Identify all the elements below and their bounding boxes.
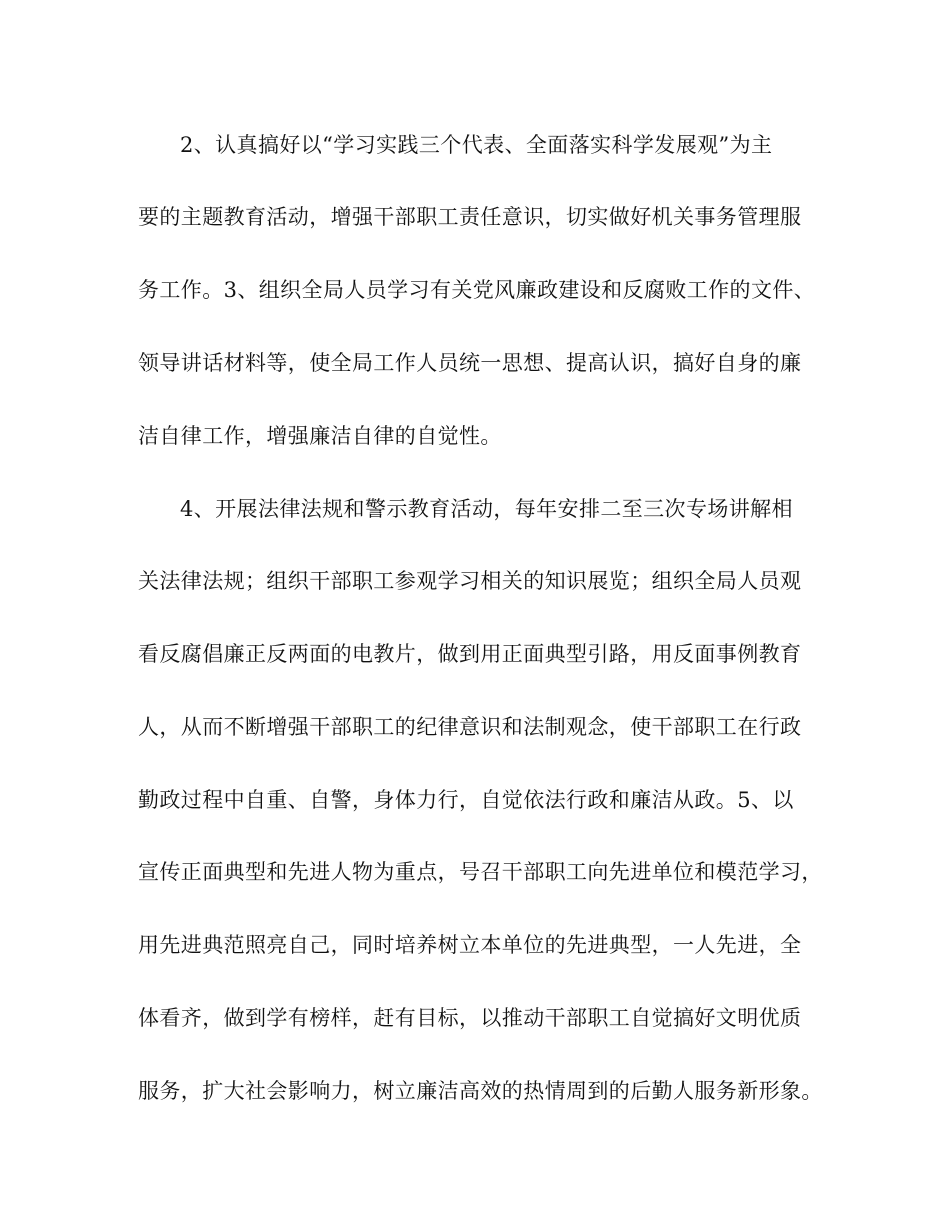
text-line: 洁自律工作，增强廉洁自律的自觉性。 (138, 424, 502, 448)
text-line: 关法律法规；组织干部职工参观学习相关的知识展览；组织全局人员观 (138, 569, 802, 593)
text-line: 体看齐，做到学有榜样，赶有目标，以推动干部职工自觉搞好文明优质 (138, 1006, 802, 1030)
text-line: 4、开展法律法规和警示教育活动，每年安排二至三次专场讲解相 (180, 497, 793, 521)
text-line: 服务，扩大社会影响力，树立廉洁高效的热情周到的后勤人服务新形象。 (138, 1079, 823, 1103)
text-line: 宣传正面典型和先进人物为重点，号召干部职工向先进单位和模范学习， (138, 860, 823, 884)
text-line: 人，从而不断增强干部职工的纪律意识和法制观念，使干部职工在行政 (138, 715, 802, 739)
text-line: 2、认真搞好以“学习实践三个代表、全面落实科学发展观”为主 (180, 133, 773, 157)
text-line: 看反腐倡廉正反两面的电教片，做到用正面典型引路，用反面事例教育 (138, 642, 802, 666)
text-line: 勤政过程中自重、自警，身体力行，自觉依法行政和廉洁从政。5、以 (138, 788, 794, 812)
text-line: 务工作。3、组织全局人员学习有关党风廉政建设和反腐败工作的文件、 (138, 278, 816, 302)
text-line: 要的主题教育活动，增强干部职工责任意识，切实做好机关事务管理服 (138, 205, 802, 229)
text-line: 领导讲话材料等，使全局工作人员统一思想、提高认识，搞好自身的廉 (138, 351, 802, 375)
text-line: 用先进典范照亮自己，同时培养树立本单位的先进典型，一人先进，全 (138, 933, 802, 957)
